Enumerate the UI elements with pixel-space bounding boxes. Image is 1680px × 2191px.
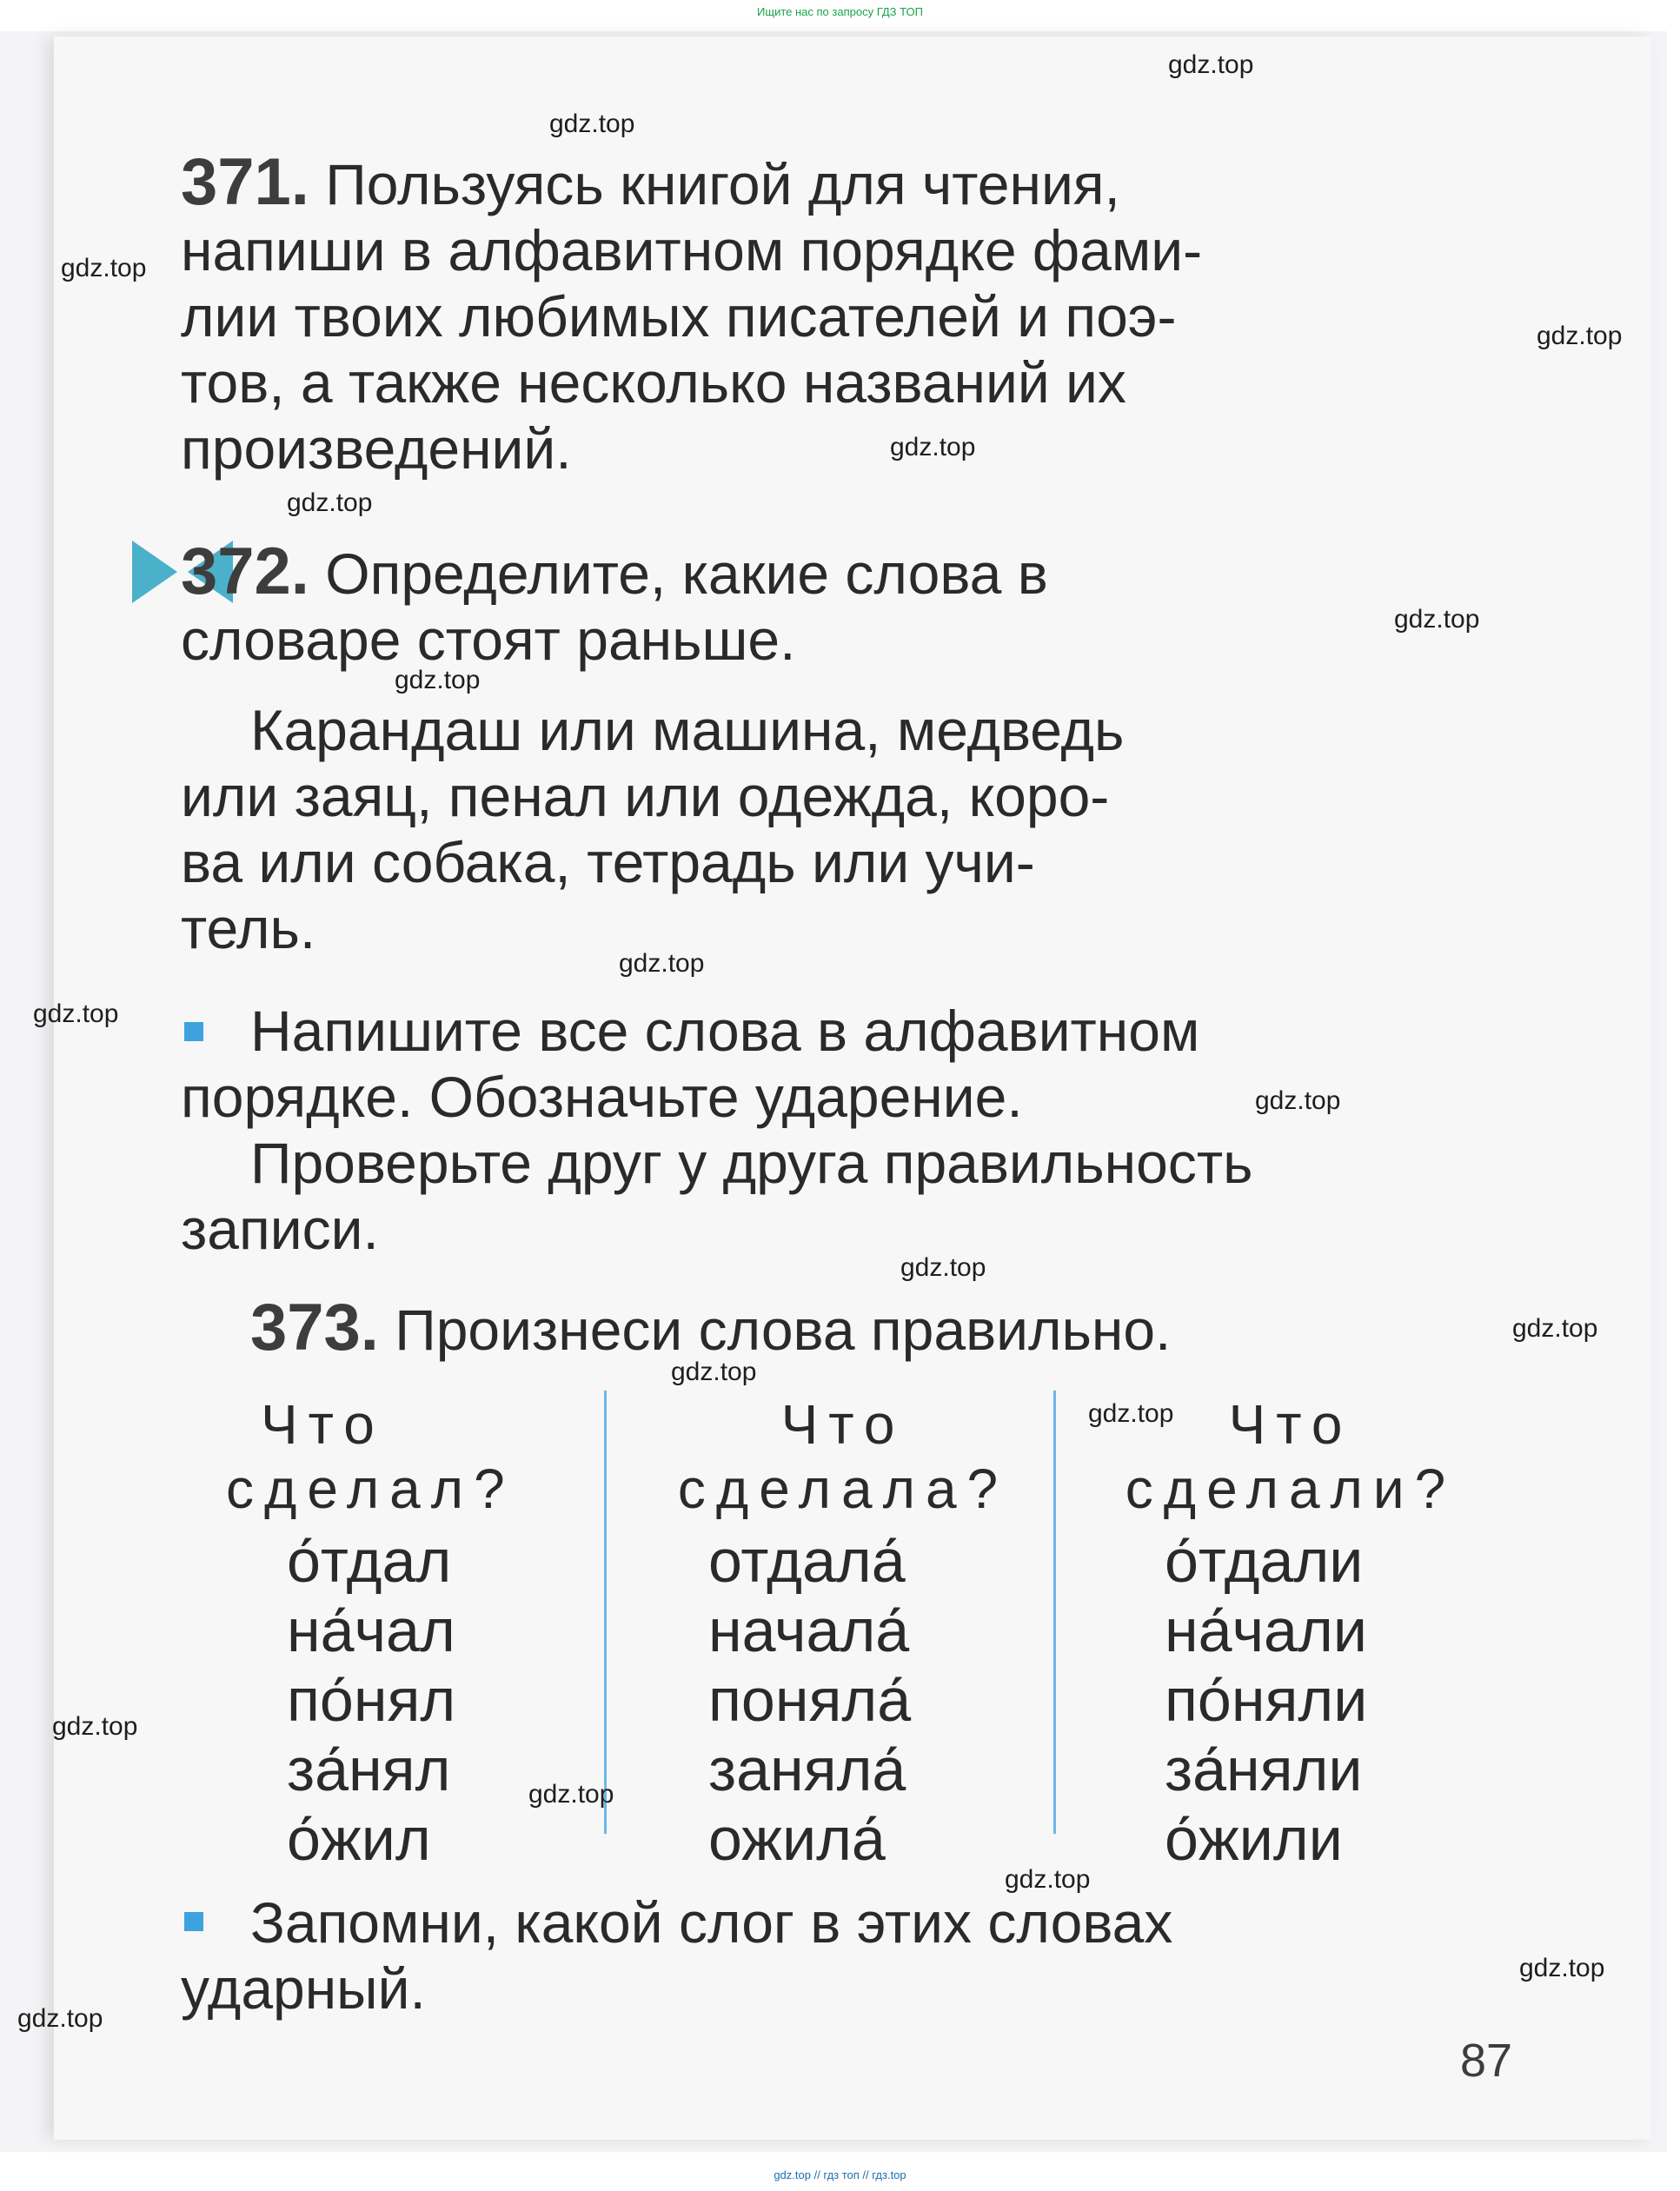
column-3-word: о́жили bbox=[1165, 1805, 1343, 1873]
exercise-372-task bbox=[181, 534, 1511, 673]
ex372-words-line2: или заяц, пенал или одежда, коро- bbox=[181, 764, 1110, 828]
column-2-word: поняла́ bbox=[708, 1666, 912, 1734]
column-3-word: на́чали bbox=[1165, 1597, 1367, 1664]
ex371-number: 371. bbox=[181, 145, 309, 219]
ex371-line1-text: Пользуясь книгой для чтения, bbox=[325, 152, 1120, 216]
column-2-word: ожила́ bbox=[708, 1805, 886, 1873]
column-1-word: на́чал bbox=[287, 1597, 455, 1664]
ex372-words-line3: ва или собака, тетрадь или учи- bbox=[181, 830, 1035, 894]
watermark: gdz.top bbox=[1512, 1314, 1598, 1343]
watermark: gdz.top bbox=[1537, 322, 1623, 350]
watermark: gdz.top bbox=[549, 110, 635, 138]
ex372-number: 372. bbox=[181, 534, 309, 608]
column-1-head-line1: Что bbox=[261, 1393, 385, 1456]
column-2-head-line2: сделала? bbox=[677, 1457, 1009, 1520]
column-1-word: по́нял bbox=[287, 1666, 456, 1734]
column-1-word: о́тдал bbox=[287, 1527, 452, 1595]
exercise-372-words bbox=[181, 697, 1511, 961]
exercise-373-title bbox=[181, 1291, 1511, 1364]
ex372-task-line1: Напишите все слова в алфавитном bbox=[250, 999, 1200, 1063]
page-number: 87 bbox=[1460, 2035, 1513, 2087]
column-2-head-line1: Что bbox=[780, 1393, 906, 1456]
exercise-371 bbox=[181, 145, 1511, 481]
watermark: gdz.top bbox=[1394, 605, 1480, 634]
watermark: gdz.top bbox=[1255, 1086, 1341, 1115]
ex373-remember-line1: Запомни, какой слог в этих словах bbox=[250, 1890, 1173, 1955]
ex372-check-line1: Проверьте друг у друга правильность bbox=[250, 1131, 1253, 1195]
column-1-word: о́жил bbox=[287, 1805, 431, 1873]
ex372-line1 bbox=[181, 534, 1511, 608]
ex372-task-line2: порядке. Обозначьте ударение. bbox=[181, 1065, 1023, 1129]
ex373-line1 bbox=[181, 1291, 1511, 1364]
watermark: gdz.top bbox=[1168, 50, 1254, 79]
watermark: gdz.top bbox=[1519, 1954, 1605, 1982]
ex371-line5: произведений. bbox=[181, 416, 572, 481]
ex371-line2: напиши в алфавитном порядке фами- bbox=[181, 218, 1203, 282]
column-divider-1 bbox=[604, 1391, 607, 1834]
watermark: gdz.top bbox=[619, 949, 705, 978]
column-2-header bbox=[634, 1392, 1052, 1521]
watermark: gdz.top bbox=[1088, 1399, 1174, 1428]
watermark: gdz.top bbox=[287, 488, 373, 517]
watermark: gdz.top bbox=[890, 433, 976, 461]
column-3-word: за́няли bbox=[1165, 1736, 1363, 1803]
ex371-line1 bbox=[181, 145, 1511, 219]
ex373-title-text: Произнеси слова правильно. bbox=[395, 1298, 1172, 1362]
ex372-line2: словаре стоят раньше. bbox=[181, 608, 796, 672]
column-2-word: отдала́ bbox=[708, 1527, 906, 1595]
watermark: gdz.top bbox=[33, 999, 119, 1028]
watermark: gdz.top bbox=[395, 666, 481, 694]
column-3-head-line2: сделали? bbox=[1125, 1457, 1457, 1520]
watermark: gdz.top bbox=[17, 2004, 103, 2033]
ex372-words-line1: Карандаш или машина, медведь bbox=[250, 698, 1125, 762]
column-1-header bbox=[209, 1392, 600, 1521]
column-3-word: о́тдали bbox=[1165, 1527, 1364, 1595]
watermark: gdz.top bbox=[52, 1712, 138, 1741]
watermark: gdz.top bbox=[671, 1358, 757, 1386]
ex372-line1-text: Определите, какие слова в bbox=[325, 541, 1048, 606]
column-3-head-line1: Что bbox=[1228, 1393, 1353, 1456]
footer-note: gdz.top // гдз топ // гдз.top bbox=[774, 2168, 906, 2181]
watermark: gdz.top bbox=[61, 254, 147, 282]
watermark: gdz.top bbox=[1005, 1865, 1091, 1894]
column-1-head-line2: сделал? bbox=[226, 1457, 515, 1520]
watermark: gdz.top bbox=[900, 1253, 986, 1282]
ex373-remember-line2: ударный. bbox=[181, 1956, 426, 2021]
column-divider-2 bbox=[1053, 1391, 1056, 1834]
exercise-373-remember bbox=[181, 1889, 1511, 2022]
column-2-word: начала́ bbox=[708, 1597, 910, 1664]
column-3-word: по́няли bbox=[1165, 1666, 1368, 1734]
column-2-word: заняла́ bbox=[708, 1736, 906, 1803]
ex373-number: 373. bbox=[250, 1291, 379, 1364]
ex372-words-line4: тель. bbox=[181, 896, 316, 960]
watermark: gdz.top bbox=[528, 1780, 614, 1809]
ex371-line3: лии твоих любимых писателей и поэ- bbox=[181, 284, 1177, 349]
ex372-check-line2: записи. bbox=[181, 1197, 379, 1261]
header-note: Ищите нас по запросу ГДЗ ТОП bbox=[757, 5, 923, 18]
column-1-word: за́нял bbox=[287, 1736, 451, 1803]
ex371-line4: тов, а также несколько названий их bbox=[181, 350, 1126, 415]
exercise-372-instructions bbox=[181, 998, 1511, 1262]
